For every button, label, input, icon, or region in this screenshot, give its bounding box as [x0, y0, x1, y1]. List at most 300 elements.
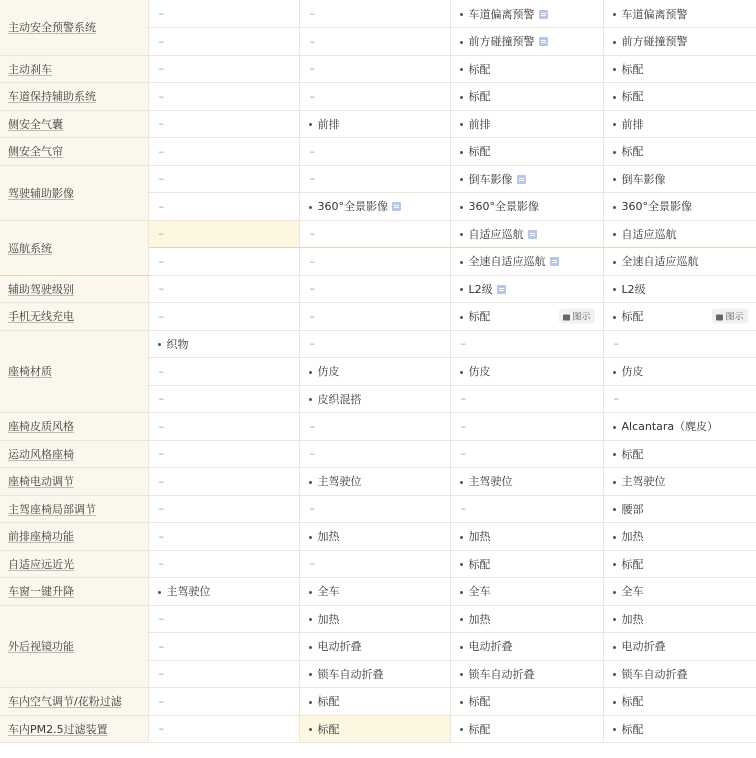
- bullet-icon: [309, 536, 312, 539]
- spec-cell: [148, 633, 299, 661]
- spec-cell: [148, 605, 299, 633]
- empty-dash: –: [158, 7, 164, 20]
- empty-dash: –: [158, 557, 164, 571]
- spec-value: 标配: [468, 62, 491, 76]
- bullet-icon: [613, 178, 616, 181]
- empty-dash: –: [309, 309, 315, 323]
- bullet-icon: [613, 618, 616, 621]
- empty-dash: –: [158, 117, 164, 131]
- spec-value: 前方碰撞预警: [621, 35, 688, 49]
- spec-cell: [299, 688, 450, 716]
- row-label[interactable]: 车内空气调节/花粉过滤: [0, 688, 148, 716]
- row-label[interactable]: 主动刹车: [0, 55, 148, 83]
- spec-cell: [450, 550, 603, 578]
- empty-dash: –: [158, 172, 164, 186]
- spec-cell: [148, 330, 299, 358]
- empty-dash: –: [158, 419, 164, 433]
- spec-value: 加热: [468, 612, 491, 626]
- bullet-icon: [613, 426, 616, 429]
- spec-cell: [450, 358, 603, 386]
- spec-cell: [450, 413, 603, 441]
- empty-dash: –: [309, 89, 315, 103]
- spec-cell: [148, 523, 299, 551]
- empty-dash: –: [158, 144, 164, 158]
- table-row: [0, 605, 756, 633]
- spec-value: 全车: [621, 585, 644, 599]
- bullet-icon: [613, 123, 616, 126]
- spec-value: 电动折叠: [317, 640, 362, 654]
- spec-value: 标配: [621, 447, 644, 461]
- table-row: [0, 110, 756, 138]
- bullet-icon: [309, 123, 312, 126]
- bullet-icon: [460, 68, 463, 71]
- empty-dash: –: [158, 309, 164, 323]
- info-icon[interactable]: [392, 202, 401, 211]
- bullet-icon: [613, 591, 616, 594]
- spec-cell: [603, 165, 756, 193]
- camera-icon: [563, 315, 570, 321]
- spec-value: 仿皮: [317, 365, 340, 379]
- spec-cell: [603, 633, 756, 661]
- spec-value: 仿皮: [621, 365, 644, 379]
- bullet-icon: [460, 646, 463, 649]
- spec-cell: [299, 28, 450, 56]
- spec-cell: [299, 165, 450, 193]
- bullet-icon: [460, 178, 463, 181]
- spec-cell: [603, 688, 756, 716]
- bullet-icon: [460, 261, 463, 264]
- empty-dash: –: [309, 62, 315, 76]
- info-icon[interactable]: [528, 230, 537, 239]
- bullet-icon: [309, 618, 312, 621]
- row-label[interactable]: 侧安全气囊: [0, 110, 148, 138]
- spec-cell: [148, 440, 299, 468]
- spec-value: 标配: [621, 722, 644, 736]
- table-row: [0, 495, 756, 523]
- bullet-icon: [460, 728, 463, 731]
- empty-dash: –: [158, 34, 164, 48]
- bullet-icon: [613, 96, 616, 99]
- empty-dash: –: [460, 392, 466, 406]
- spec-value: 加热: [317, 612, 340, 626]
- spec-cell: [603, 440, 756, 468]
- spec-cell: [148, 358, 299, 386]
- spec-cell: [299, 413, 450, 441]
- empty-dash: –: [158, 639, 164, 653]
- table-row: [0, 715, 756, 743]
- table-row: [0, 550, 756, 578]
- camera-icon: [716, 315, 723, 321]
- spec-value: 倒车影像: [621, 172, 666, 186]
- spec-value: 标配: [468, 145, 491, 159]
- bullet-icon: [613, 563, 616, 566]
- spec-cell: [450, 138, 603, 166]
- empty-dash: –: [309, 447, 315, 461]
- empty-dash: –: [460, 337, 466, 351]
- spec-cell: [450, 633, 603, 661]
- bullet-icon: [309, 206, 312, 209]
- spec-value: 标配: [621, 90, 644, 104]
- spec-value: 加热: [621, 530, 644, 544]
- spec-cell: [148, 578, 299, 606]
- spec-cell: [603, 220, 756, 248]
- row-label[interactable]: 座椅皮质风格: [0, 413, 148, 441]
- empty-dash: –: [158, 612, 164, 626]
- bullet-icon: [460, 288, 463, 291]
- row-label[interactable]: 巡航系统: [0, 220, 148, 275]
- spec-cell: [148, 275, 299, 303]
- spec-cell: [148, 110, 299, 138]
- spec-value: Alcantara（麂皮）: [621, 420, 719, 434]
- spec-cell: [299, 633, 450, 661]
- spec-value: 锁车自动折叠: [317, 667, 384, 681]
- bullet-icon: [613, 13, 616, 16]
- row-label[interactable]: 侧安全气帘: [0, 138, 148, 166]
- spec-cell: [603, 303, 756, 331]
- spec-cell: [450, 303, 603, 331]
- spec-cell: [148, 0, 299, 28]
- row-label[interactable]: 座椅材质: [0, 330, 148, 413]
- spec-cell: [148, 468, 299, 496]
- row-label[interactable]: 外后视镜功能: [0, 605, 148, 688]
- spec-cell: [603, 523, 756, 551]
- spec-cell: [299, 303, 450, 331]
- table-row: [0, 0, 756, 28]
- bullet-icon: [309, 728, 312, 731]
- spec-cell: [603, 55, 756, 83]
- spec-cell: [299, 138, 450, 166]
- spec-value: 标配: [468, 557, 491, 571]
- spec-cell: [450, 385, 603, 413]
- spec-cell: [603, 248, 756, 276]
- bullet-icon: [158, 343, 161, 346]
- empty-dash: –: [613, 392, 619, 406]
- spec-cell: [603, 358, 756, 386]
- spec-cell: [450, 495, 603, 523]
- bullet-icon: [613, 288, 616, 291]
- spec-cell: [299, 523, 450, 551]
- spec-cell: [148, 413, 299, 441]
- spec-value: 标配: [621, 145, 644, 159]
- spec-cell: [148, 715, 299, 743]
- bullet-icon: [309, 646, 312, 649]
- spec-cell: [299, 495, 450, 523]
- spec-cell: [148, 138, 299, 166]
- spec-cell: [603, 193, 756, 221]
- spec-cell: [603, 330, 756, 358]
- spec-value: 主驾驶位: [468, 475, 513, 489]
- spec-cell: [148, 248, 299, 276]
- spec-cell: [450, 28, 603, 56]
- spec-cell: [299, 275, 450, 303]
- empty-dash: –: [158, 62, 164, 76]
- bullet-icon: [460, 371, 463, 374]
- spec-cell: [603, 275, 756, 303]
- empty-dash: –: [309, 557, 315, 571]
- bullet-icon: [460, 316, 463, 319]
- spec-cell: [299, 330, 450, 358]
- photo-button[interactable]: [559, 309, 594, 324]
- row-label[interactable]: 辅助驾驶级别: [0, 275, 148, 303]
- spec-cell: [299, 385, 450, 413]
- bullet-icon: [309, 673, 312, 676]
- spec-cell: [148, 495, 299, 523]
- bullet-icon: [613, 646, 616, 649]
- empty-dash: –: [158, 722, 164, 736]
- empty-dash: –: [158, 89, 164, 103]
- spec-value: 标配: [468, 695, 491, 709]
- spec-cell: [299, 248, 450, 276]
- table-row: [0, 330, 756, 358]
- bullet-icon: [613, 701, 616, 704]
- bullet-icon: [460, 701, 463, 704]
- spec-value: 仿皮: [468, 365, 491, 379]
- table-row: [0, 468, 756, 496]
- empty-dash: –: [309, 282, 315, 296]
- spec-cell: [603, 138, 756, 166]
- row-label[interactable]: 驾驶辅助影像: [0, 165, 148, 220]
- bullet-icon: [460, 233, 463, 236]
- spec-cell: [450, 0, 603, 28]
- empty-dash: –: [309, 172, 315, 186]
- empty-dash: –: [158, 474, 164, 488]
- spec-cell: [450, 440, 603, 468]
- spec-value: 自适应巡航: [621, 227, 677, 241]
- bullet-icon: [460, 618, 463, 621]
- row-label[interactable]: 前排座椅功能: [0, 523, 148, 551]
- empty-dash: –: [309, 254, 315, 268]
- spec-cell: [603, 550, 756, 578]
- row-label[interactable]: 手机无线充电: [0, 303, 148, 331]
- empty-dash: –: [309, 337, 315, 351]
- empty-dash: –: [309, 419, 315, 433]
- info-icon[interactable]: [539, 10, 548, 19]
- spec-value: 电动折叠: [621, 640, 666, 654]
- bullet-icon: [460, 13, 463, 16]
- row-label[interactable]: 主动安全预警系统: [0, 0, 148, 55]
- bullet-icon: [613, 481, 616, 484]
- spec-cell: [450, 193, 603, 221]
- spec-value: 主驾驶位: [317, 475, 362, 489]
- empty-dash: –: [309, 502, 315, 516]
- empty-dash: –: [158, 199, 164, 213]
- spec-value: 前方碰撞预警: [468, 35, 535, 49]
- spec-cell: [299, 440, 450, 468]
- spec-cell: [299, 578, 450, 606]
- empty-dash: –: [309, 7, 315, 20]
- spec-cell: [450, 523, 603, 551]
- spec-cell: [299, 660, 450, 688]
- spec-value: 车道偏离预警: [468, 7, 535, 21]
- table-row: [0, 275, 756, 303]
- spec-value: 锁车自动折叠: [621, 667, 688, 681]
- spec-value: 全速自适应巡航: [468, 255, 546, 269]
- spec-cell: [603, 605, 756, 633]
- table-row: [0, 523, 756, 551]
- bullet-icon: [613, 536, 616, 539]
- bullet-icon: [613, 673, 616, 676]
- bullet-icon: [613, 151, 616, 154]
- empty-dash: –: [309, 144, 315, 158]
- bullet-icon: [309, 591, 312, 594]
- bullet-icon: [460, 536, 463, 539]
- spec-value: 前排: [468, 117, 491, 131]
- bullet-icon: [460, 591, 463, 594]
- spec-value: L2级: [468, 282, 493, 296]
- spec-value: 腰部: [621, 502, 644, 516]
- spec-cell: [603, 413, 756, 441]
- spec-value: 360°全景影像: [317, 200, 388, 214]
- bullet-icon: [309, 481, 312, 484]
- spec-cell: [148, 385, 299, 413]
- empty-dash: –: [309, 34, 315, 48]
- spec-value: 标配: [621, 557, 644, 571]
- spec-cell: [148, 660, 299, 688]
- bullet-icon: [460, 41, 463, 44]
- row-label[interactable]: 自适应远近光: [0, 550, 148, 578]
- empty-dash: –: [158, 227, 164, 241]
- spec-cell: [148, 550, 299, 578]
- empty-dash: –: [613, 337, 619, 351]
- empty-dash: –: [158, 282, 164, 296]
- spec-cell: [148, 688, 299, 716]
- empty-dash: –: [158, 502, 164, 516]
- bullet-icon: [613, 508, 616, 511]
- row-label[interactable]: 车内PM2.5过滤装置: [0, 715, 148, 743]
- empty-dash: –: [158, 392, 164, 406]
- photo-label: 图示: [725, 312, 744, 323]
- spec-cell: [450, 660, 603, 688]
- spec-value: 皮织混搭: [317, 392, 362, 406]
- spec-cell: [603, 0, 756, 28]
- row-label[interactable]: 座椅电动调节: [0, 468, 148, 496]
- spec-cell: [450, 468, 603, 496]
- spec-cell: [148, 28, 299, 56]
- bullet-icon: [613, 371, 616, 374]
- bullet-icon: [613, 68, 616, 71]
- bullet-icon: [460, 673, 463, 676]
- empty-dash: –: [309, 227, 315, 241]
- bullet-icon: [613, 261, 616, 264]
- table-row: [0, 440, 756, 468]
- spec-value: 标配: [621, 310, 644, 324]
- info-icon[interactable]: [517, 175, 526, 184]
- spec-value: 标配: [468, 90, 491, 104]
- spec-cell: [299, 55, 450, 83]
- spec-cell: [148, 220, 299, 248]
- spec-cell: [299, 193, 450, 221]
- bullet-icon: [158, 591, 161, 594]
- spec-value: L2级: [621, 282, 646, 296]
- spec-cell: [299, 83, 450, 111]
- bullet-icon: [613, 453, 616, 456]
- bullet-icon: [309, 701, 312, 704]
- spec-cell: [603, 578, 756, 606]
- bullet-icon: [309, 398, 312, 401]
- photo-label: 图示: [572, 312, 591, 323]
- table-row: [0, 83, 756, 111]
- empty-dash: –: [158, 667, 164, 681]
- bullet-icon: [613, 316, 616, 319]
- empty-dash: –: [460, 447, 466, 461]
- spec-cell: [148, 83, 299, 111]
- spec-value: 标配: [317, 722, 340, 736]
- bullet-icon: [460, 481, 463, 484]
- bullet-icon: [613, 41, 616, 44]
- spec-cell: [299, 468, 450, 496]
- spec-value: 加热: [468, 530, 491, 544]
- bullet-icon: [613, 233, 616, 236]
- row-label[interactable]: 运动风格座椅: [0, 440, 148, 468]
- spec-cell: [603, 28, 756, 56]
- spec-cell: [299, 715, 450, 743]
- spec-cell: [299, 550, 450, 578]
- spec-value: 360°全景影像: [621, 200, 692, 214]
- table-row: [0, 55, 756, 83]
- spec-cell: [299, 358, 450, 386]
- spec-cell: [450, 248, 603, 276]
- spec-value: 标配: [317, 695, 340, 709]
- spec-cell: [603, 385, 756, 413]
- spec-value: 标配: [468, 310, 491, 324]
- spec-cell: [148, 165, 299, 193]
- spec-cell: [603, 660, 756, 688]
- spec-cell: [148, 193, 299, 221]
- spec-value: 前排: [621, 117, 644, 131]
- spec-cell: [450, 275, 603, 303]
- table-row: [0, 303, 756, 331]
- spec-value: 主驾驶位: [621, 475, 666, 489]
- bullet-icon: [460, 123, 463, 126]
- spec-value: 360°全景影像: [468, 200, 539, 214]
- spec-cell: [450, 605, 603, 633]
- empty-dash: –: [460, 502, 466, 516]
- empty-dash: –: [158, 694, 164, 708]
- table-row: [0, 578, 756, 606]
- spec-cell: [450, 688, 603, 716]
- spec-value: 全车: [468, 585, 491, 599]
- bullet-icon: [460, 151, 463, 154]
- empty-dash: –: [158, 364, 164, 378]
- bullet-icon: [460, 96, 463, 99]
- photo-button[interactable]: [712, 309, 747, 324]
- bullet-icon: [460, 206, 463, 209]
- spec-cell: [299, 0, 450, 28]
- table-row: [0, 165, 756, 193]
- empty-dash: –: [460, 419, 466, 433]
- empty-dash: –: [158, 254, 164, 268]
- bullet-icon: [460, 563, 463, 566]
- row-label[interactable]: 车窗一键升降: [0, 578, 148, 606]
- row-label[interactable]: 车道保持辅助系统: [0, 83, 148, 111]
- spec-cell: [603, 83, 756, 111]
- spec-cell: [148, 303, 299, 331]
- info-icon[interactable]: [539, 37, 548, 46]
- spec-value: 加热: [317, 530, 340, 544]
- spec-cell: [450, 83, 603, 111]
- spec-cell: [603, 715, 756, 743]
- table-row: [0, 688, 756, 716]
- table-row: [0, 220, 756, 248]
- spec-cell: [603, 468, 756, 496]
- info-icon[interactable]: [550, 257, 559, 266]
- spec-cell: [450, 220, 603, 248]
- row-label[interactable]: 主驾座椅局部调节: [0, 495, 148, 523]
- spec-cell: [450, 578, 603, 606]
- table-row: [0, 413, 756, 441]
- info-icon[interactable]: [497, 285, 506, 294]
- spec-cell: [299, 605, 450, 633]
